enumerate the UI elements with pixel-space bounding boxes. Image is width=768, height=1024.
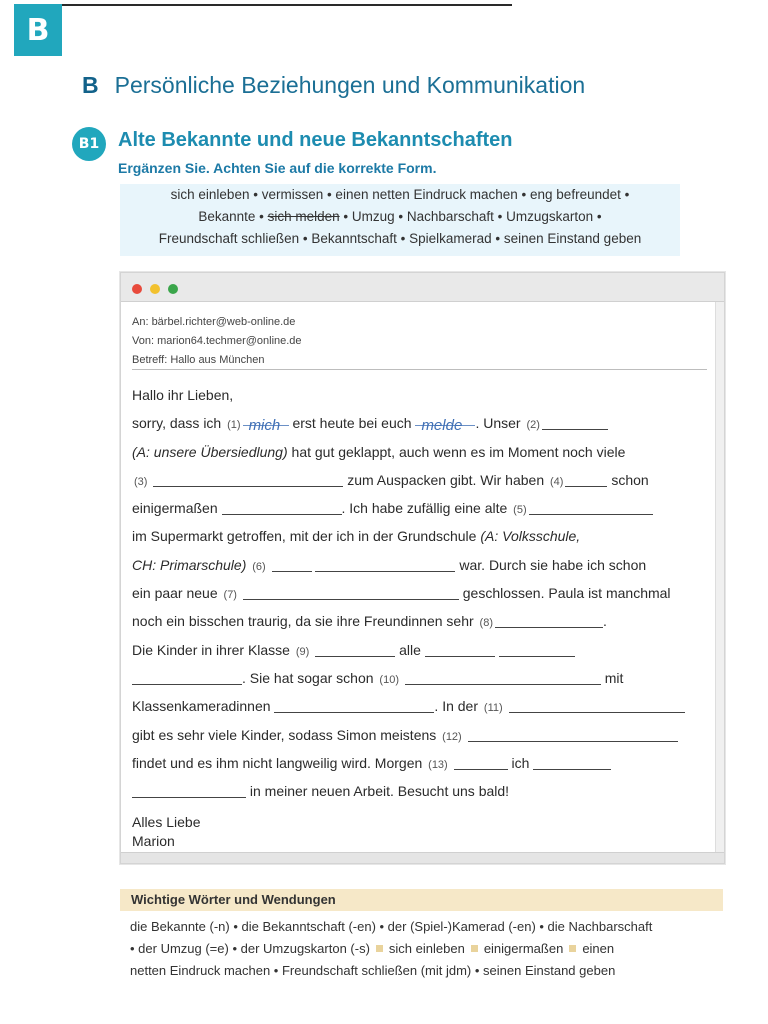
struck-word: sich melden — [267, 209, 340, 224]
gap-number: (2) — [526, 419, 540, 432]
gap-field[interactable] — [405, 670, 601, 685]
word-box-line — [120, 206, 680, 228]
gap-number: (7) — [223, 589, 237, 602]
square-bullet-icon — [569, 945, 576, 952]
gap-field[interactable] — [533, 755, 611, 770]
gap-number: (10) — [379, 673, 399, 686]
gap-number: (5) — [513, 504, 527, 517]
gap-field[interactable] — [222, 500, 342, 515]
header-divider — [132, 369, 707, 370]
gap-field[interactable] — [565, 472, 607, 487]
word-box-line: sich einleben • vermissen • einen netten Eindruck machen • eng befreundet • — [170, 187, 630, 202]
gap-number: (11) — [483, 702, 503, 715]
chapter-badge: B — [14, 4, 62, 56]
email-header — [132, 313, 302, 370]
window-titlebar — [121, 273, 724, 302]
word-box-line: Freundschaft schließen • Bekanntschaft • Spielkamerad • seinen Einstand geben — [158, 231, 642, 246]
email-line: findet und es ihm nicht langweilig wird. Morgen (13) ich — [132, 749, 712, 777]
gap-field[interactable] — [529, 500, 653, 515]
email-line: gibt es sehr viele Kinder, sodass Simon meistens (12) — [132, 721, 712, 749]
email-to: An: bärbel.richter@web-online.de — [132, 316, 296, 328]
gap-field[interactable] — [132, 783, 246, 798]
gap-field[interactable] — [509, 698, 685, 713]
email-line: ein paar neue (7) geschlossen. Paula ist manchmal — [132, 585, 671, 602]
chapter-title: Persönliche Beziehungen und Kommunikation — [114, 72, 586, 98]
gap-field[interactable] — [415, 411, 475, 435]
email-body — [132, 381, 712, 851]
email-from: Von: marion64.techmer@online.de — [132, 335, 302, 347]
section-number-badge: B1 — [72, 127, 106, 161]
vocab-line: • der Umzug (=e) • der Umzugskarton (-s) sich einleben einigermaßen einen — [130, 941, 615, 956]
gap-number: (8) — [479, 617, 493, 630]
close-dot-icon — [132, 284, 142, 294]
gap-number: (6) — [252, 560, 266, 573]
vocab-heading: Wichtige Wörter und Wendungen — [120, 889, 723, 911]
vocab-line: netten Eindruck machen • Freundschaft schließen (mit jdm) • seinen Einstand geben — [130, 963, 616, 978]
scrollbar — [715, 302, 724, 862]
square-bullet-icon — [376, 945, 383, 952]
gap-field[interactable] — [153, 472, 343, 487]
gap-field[interactable] — [132, 670, 242, 685]
email-line: (3) zum Auspacken gibt. Wir haben (4) schon — [134, 471, 649, 488]
email-line: sorry, dass ich (1) mich erst heute bei euch melde . Unser (2) — [132, 409, 712, 437]
email-line: einigermaßen . Ich habe zufällig eine alte (5) — [132, 494, 712, 522]
gap-field[interactable] — [243, 585, 459, 600]
gap-field[interactable] — [542, 415, 608, 430]
section-title: Alte Bekannte und neue Bekanntschaften — [118, 129, 513, 151]
gap-number: (4) — [550, 475, 564, 488]
gap-number: (9) — [295, 645, 310, 658]
gap-number: (3) — [134, 475, 148, 488]
chapter-heading — [82, 72, 585, 99]
email-line: in meiner neuen Arbeit. Besucht uns bald! — [132, 777, 712, 805]
word-box-text: Bekannte • — [198, 209, 268, 224]
email-line: Hallo ihr Lieben, — [132, 387, 234, 403]
exercise-instruction: Ergänzen Sie. Achten Sie auf die korrekte Form. — [118, 160, 437, 176]
signature-text: Marion — [132, 833, 175, 850]
minimize-dot-icon — [150, 284, 160, 294]
gap-field[interactable] — [495, 613, 603, 628]
email-window — [120, 272, 725, 864]
maximize-dot-icon — [168, 284, 178, 294]
email-line: Die Kinder in ihrer Klasse (9) alle — [132, 636, 712, 664]
email-line: im Supermarkt getroffen, mit der ich in der Grundschule (A: Volksschule, — [132, 528, 581, 545]
top-rule — [62, 4, 512, 6]
email-line: noch ein bisschen traurig, da sie ihre Freundinnen sehr (8) . — [132, 613, 607, 630]
email-line: CH: Primarschule) (6) war. Durch sie habe ich schon — [132, 556, 647, 573]
gap-field[interactable] — [315, 642, 395, 657]
word-box-text: • Umzug • Nachbarschaft • Umzugskarton • — [339, 209, 602, 224]
gap-field[interactable] — [315, 557, 455, 572]
gap-field[interactable] — [454, 755, 508, 770]
gap-number: (13) — [428, 758, 448, 771]
email-subject: Betreff: Hallo aus München — [132, 354, 265, 366]
gap-field[interactable] — [425, 642, 495, 657]
email-line: Klassenkameradinnen . In der (11) — [132, 692, 712, 720]
word-box — [120, 184, 680, 256]
handwritten-answer: melde — [421, 417, 463, 435]
gap-field[interactable] — [499, 642, 575, 657]
gap-field[interactable] — [468, 727, 678, 742]
gap-field[interactable] — [272, 557, 312, 572]
email-closing — [132, 813, 712, 851]
email-line: (A: unsere Übersiedlung) hat gut geklappt, auch wenn es im Moment noch viele — [132, 443, 626, 460]
handwritten-answer: mich — [248, 417, 281, 435]
gap-number: (1) — [227, 419, 241, 432]
gap-number: (12) — [442, 730, 462, 743]
window-footer — [121, 852, 724, 863]
closing-text: Alles Liebe — [132, 814, 201, 831]
gap-field[interactable] — [243, 411, 289, 435]
gap-field[interactable] — [274, 698, 434, 713]
vocab-line: die Bekannte (-n) • die Bekanntschaft (-en) • der (Spiel-)Kamerad (-en) • die Nachbarschaft — [130, 919, 653, 934]
chapter-letter: B — [82, 72, 99, 98]
square-bullet-icon — [471, 945, 478, 952]
vocab-list — [130, 916, 730, 982]
email-line: . Sie hat sogar schon (10) mit — [132, 664, 712, 692]
